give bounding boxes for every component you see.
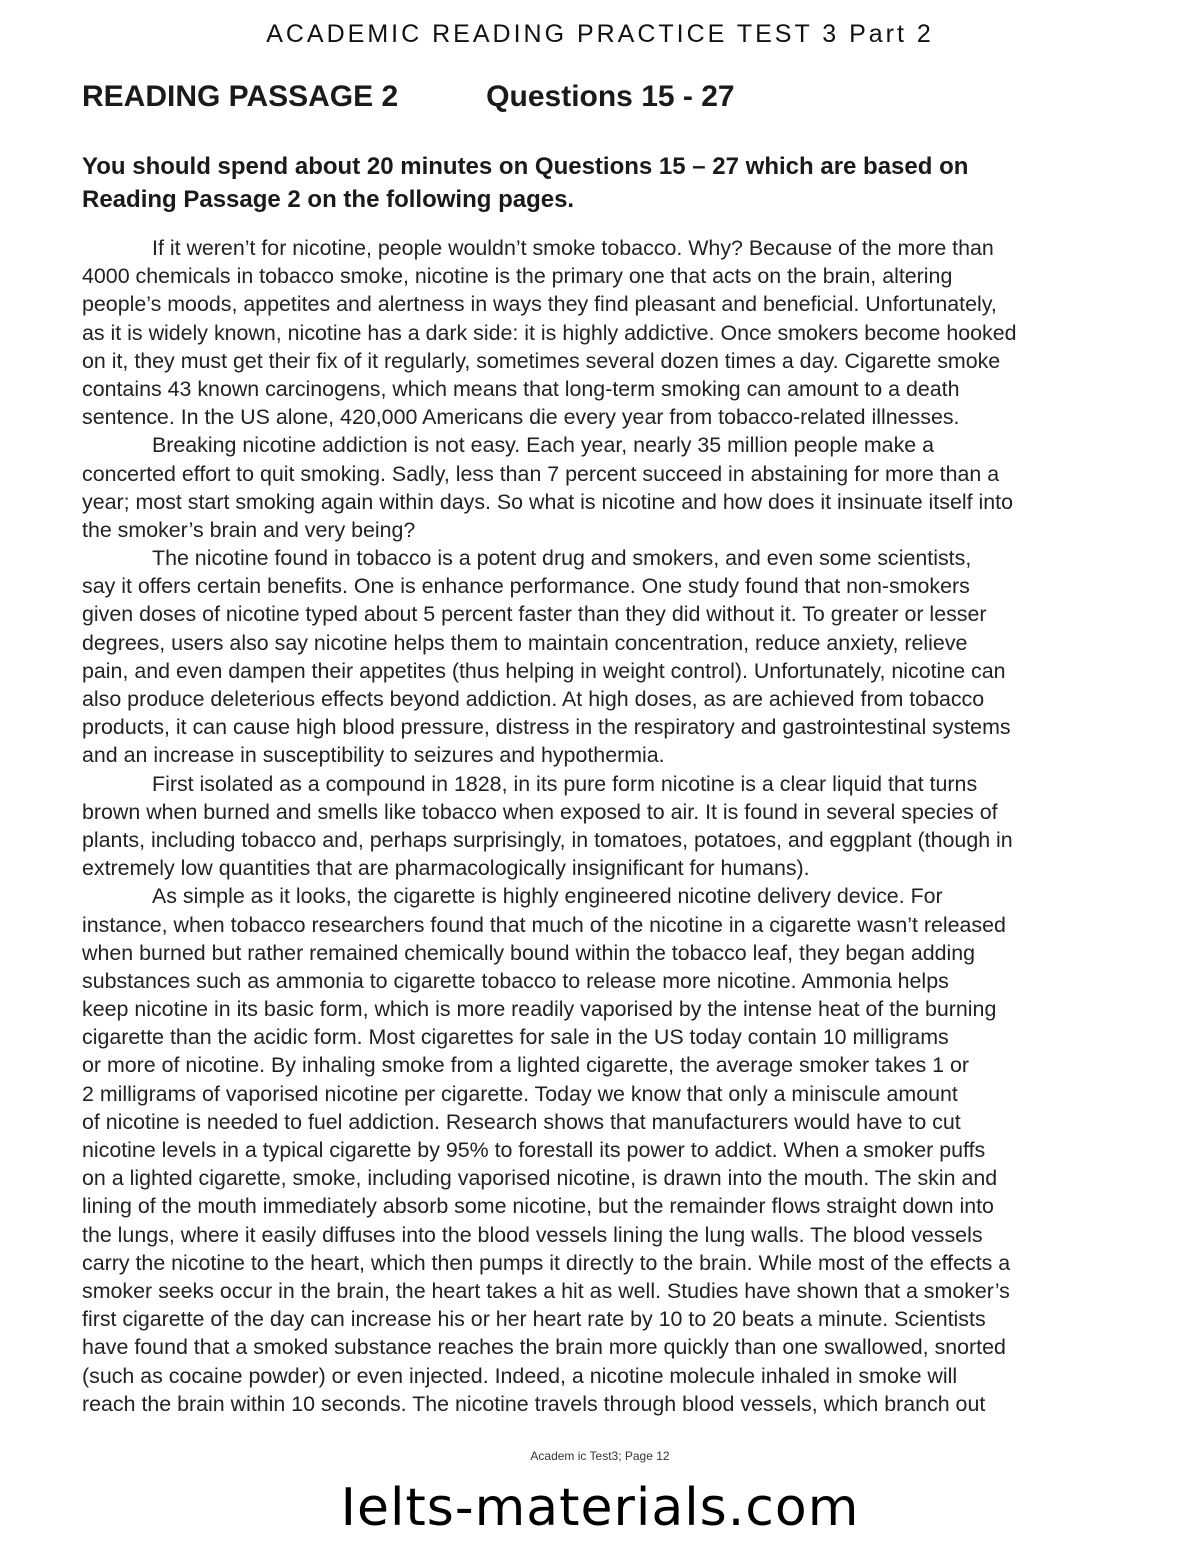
instructions xyxy=(82,150,1082,216)
passage-line: brown when burned and smells like tobacco when exposed to air. It is found in several species of xyxy=(82,799,998,824)
passage-line: concerted effort to quit smoking. Sadly, less than 7 percent succeed in abstaining for more than a xyxy=(82,461,1000,486)
passage-line: extremely low quantities that are pharmacologically insignificant for humans). xyxy=(82,856,810,881)
passage-title: READING PASSAGE 2 xyxy=(82,80,399,113)
instructions-line: Reading Passage 2 on the following pages. xyxy=(82,186,575,213)
passage-line: products, it can cause high blood pressure, distress in the respiratory and gastrointestinal systems xyxy=(82,715,1011,740)
passage-line: have found that a smoked substance reaches the brain more quickly than one swallowed, snorted xyxy=(82,1335,1006,1360)
passage-line: as it is widely known, nicotine has a dark side: it is highly addictive. Once smokers become hooked xyxy=(82,320,1017,345)
passage-line: keep nicotine in its basic form, which is more readily vaporised by the intense heat of the burning xyxy=(82,997,997,1022)
watermark-text: Ielts-materials.com xyxy=(340,1478,860,1538)
passage-line: pain, and even dampen their appetites (thus helping in weight control). Unfortunately, nicotine can xyxy=(82,658,1006,683)
passage-line: 2 milligrams of vaporised nicotine per cigarette. Today we know that only a miniscule amount xyxy=(82,1081,958,1106)
passage-line: on a lighted cigarette, smoke, including vaporised nicotine, is drawn into the mouth. The skin and xyxy=(82,1166,998,1191)
passage-line: the lungs, where it easily diffuses into the blood vessels lining the lung walls. The blood vessels xyxy=(82,1222,983,1247)
passage-line: year; most start smoking again within days. So what is nicotine and how does it insinuate itself into xyxy=(82,489,1013,514)
passage-line: Breaking nicotine addiction is not easy. Each year, nearly 35 million people make a xyxy=(152,433,934,458)
passage-line: 4000 chemicals in tobacco smoke, nicotine is the primary one that acts on the brain, altering xyxy=(82,264,953,289)
passage-line: people’s moods, appetites and alertness in ways they find pleasant and beneficial. Unfortunately, xyxy=(82,292,997,317)
passage-line: the smoker’s brain and very being? xyxy=(82,517,416,542)
passage-line: when burned but rather remained chemically bound within the tobacco leaf, they began adding xyxy=(82,940,976,965)
passage-line: (such as cocaine powder) or even injected. Indeed, a nicotine molecule inhaled in smoke will xyxy=(82,1363,958,1388)
passage-line: or more of nicotine. By inhaling smoke from a lighted cigarette, the average smoker takes 1 or xyxy=(82,1053,969,1078)
passage-line: first cigarette of the day can increase his or her heart rate by 10 to 20 beats a minute. Scientists xyxy=(82,1307,986,1332)
passage-line: on it, they must get their fix of it regularly, sometimes several dozen times a day. Cigarette smoke xyxy=(82,348,1001,373)
instructions-line: You should spend about 20 minutes on Questions 15 – 27 which are based on xyxy=(82,153,969,180)
passage-line: of nicotine is needed to fuel addiction. Research shows that manufacturers would have to cut xyxy=(82,1109,961,1134)
passage-line: given doses of nicotine typed about 5 percent faster than they did without it. To greater or lesser xyxy=(82,602,987,627)
passage-line: contains 43 known carcinogens, which means that long-term smoking can amount to a death xyxy=(82,376,960,401)
passage-line: As simple as it looks, the cigarette is highly engineered nicotine delivery device. For xyxy=(152,884,943,909)
passage-line: degrees, users also say nicotine helps them to maintain concentration, reduce anxiety, relieve xyxy=(82,630,968,655)
passage-line: also produce deleterious effects beyond addiction. At high doses, as are achieved from tobacco xyxy=(82,687,985,711)
passage-line: nicotine levels in a typical cigarette by 95% to forestall its power to addict. When a smoker puffs xyxy=(82,1138,986,1162)
passage-line: reach the brain within 10 seconds. The nicotine travels through blood vessels, which branch out xyxy=(82,1391,986,1416)
passage-line: sentence. In the US alone, 420,000 Americans die every year from tobacco-related illnesses. xyxy=(82,405,960,430)
passage-line: say it offers certain benefits. One is enhance performance. One study found that non-smokers xyxy=(82,574,970,599)
question-range: Questions 15 - 27 xyxy=(486,80,735,113)
passage-line: cigarette than the acidic form. Most cigarettes for sale in the US today contain 10 milligrams xyxy=(82,1025,949,1050)
page-header-title: ACADEMIC READING PRACTICE TEST 3 Part 2 xyxy=(266,20,934,48)
passage-line: The nicotine found in tobacco is a potent drug and smokers, and even some scientists, xyxy=(152,546,972,571)
reading-passage xyxy=(82,234,1122,1418)
passage-line: If it weren’t for nicotine, people wouldn’t smoke tobacco. Why? Because of the more than xyxy=(152,236,994,260)
passage-line: carry the nicotine to the heart, which then pumps it directly to the brain. While most of the effects a xyxy=(82,1250,1011,1275)
passage-line: lining of the mouth immediately absorb some nicotine, but the remainder flows straight down into xyxy=(82,1194,994,1219)
passage-line: First isolated as a compound in 1828, in its pure form nicotine is a clear liquid that turns xyxy=(152,771,978,796)
passage-line: plants, including tobacco and, perhaps surprisingly, in tomatoes, potatoes, and eggplant (though in xyxy=(82,827,1013,852)
passage-heading xyxy=(82,80,735,114)
passage-line: substances such as ammonia to cigarette tobacco to release more nicotine. Ammonia helps xyxy=(82,968,949,993)
passage-line: smoker seeks occur in the brain, the heart takes a hit as well. Studies have shown that a smoker’s xyxy=(82,1278,1010,1303)
passage-line: and an increase in susceptibility to seizures and hypothermia. xyxy=(82,743,665,768)
passage-line: instance, when tobacco researchers found that much of the nicotine in a cigarette wasn’t released xyxy=(82,912,1006,937)
page-footer: Academ ic Test3; Page 12 xyxy=(530,1449,670,1463)
